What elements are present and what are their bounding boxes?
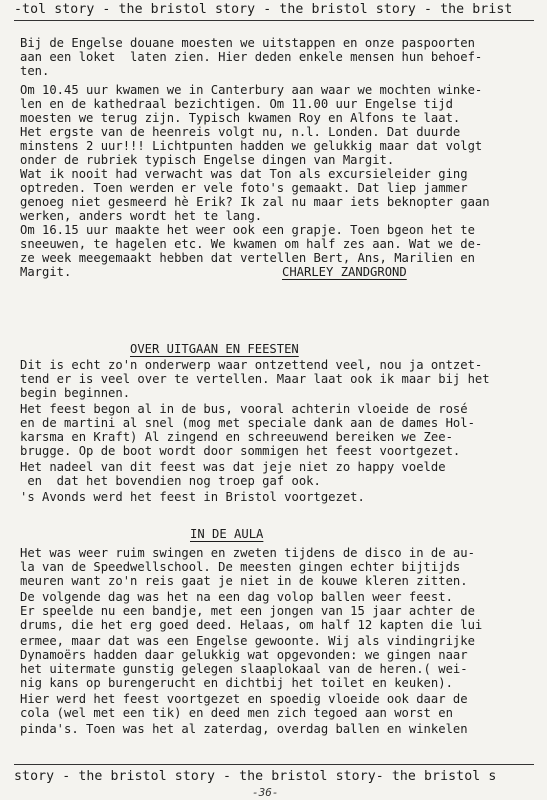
text-line: drums, die het erg goed deed. Helaas, om half 12 kapten die lui bbox=[20, 618, 483, 632]
text-line: cola (wel met een tik) en deed men zich tegoed aan worst en bbox=[20, 706, 453, 720]
text-line: meuren want zo'n reis gaat je niet in de kouwe kleren zitten. bbox=[20, 574, 468, 588]
text-line: Er speelde nu een bandje, met een jongen van 15 jaar achter de bbox=[20, 604, 475, 618]
text-line: aan een loket laten zien. Hier deden enkele mensen hun behoef- bbox=[20, 50, 483, 64]
text-line: De volgende dag was het na een dag volop ballen weer feest. bbox=[20, 590, 453, 604]
text-line: Het ergste van de heenreis volgt nu, n.l. Londen. Dat duurde bbox=[20, 125, 461, 139]
text-line: ten. bbox=[20, 64, 50, 78]
text-line: begin beginnen. bbox=[20, 386, 131, 400]
text-line: nig kans op burengerucht en dichtbij het toilet en keuken). bbox=[20, 676, 453, 690]
text-line: Dynamoërs hadden daar gelukkig wat opgevonden: we gingen naar bbox=[20, 648, 468, 662]
text-line: tend er is veel over te vertellen. Maar laat ook ik maar bij het bbox=[20, 372, 490, 386]
text-line: onder de rubriek typisch Engelse dingen van Margit. bbox=[20, 153, 395, 167]
text-line: 's Avonds werd het feest in Bristol voortgezet. bbox=[20, 490, 365, 504]
text-line: het uitermate gunstig gelegen slaaplokaal van de heren.( wei- bbox=[20, 662, 468, 676]
text-line: len en de kathedraal bezichtigen. Om 11.00 uur Engelse tijd bbox=[20, 97, 453, 111]
running-header: -tol story - the bristol story - the bristol story - the brist bbox=[14, 2, 513, 17]
text-line: Het nadeel van dit feest was dat jeje niet zo happy voelde bbox=[20, 460, 446, 474]
text-line: Dit is echt zo'n onderwerp waar ontzettend veel, nou ja ontzet- bbox=[20, 358, 483, 372]
text-line: Bij de Engelse douane moesten we uitstappen en onze paspoorten bbox=[20, 36, 475, 50]
text-line: pinda's. Toen was het al zaterdag, overdag ballen en winkelen bbox=[20, 722, 468, 736]
text-line: brugge. Op de boot wordt door sommigen het feest voortgezet. bbox=[20, 444, 461, 458]
section-heading: IN DE AULA bbox=[190, 527, 264, 541]
author-signature: CHARLEY ZANDGROND bbox=[282, 265, 407, 279]
text-line: la van de Speedwellschool. De meesten gingen echter bijtijds bbox=[20, 560, 461, 574]
text-line: optreden. Toen werden er vele foto's gemaakt. Dat liep jammer bbox=[20, 181, 468, 195]
text-line: ze week meegemaakt hebben dat vertellen Bert, Ans, Marilien en bbox=[20, 251, 475, 265]
text-line: werken, anders wordt het te lang. bbox=[20, 209, 263, 223]
header-rule bbox=[14, 20, 534, 21]
text-line: Het was weer ruim swingen en zweten tijdens de disco in de au- bbox=[20, 546, 475, 560]
page-number: -36- bbox=[252, 786, 279, 799]
running-footer: story - the bristol story - the bristol story- the bristol s bbox=[14, 769, 497, 784]
text-line: Om 16.15 uur maakte het weer ook een grapje. Toen bgeon het te bbox=[20, 223, 475, 237]
text-line: sneeuwen, te hagelen etc. We kwamen om half zes aan. Wat we de- bbox=[20, 237, 483, 251]
text-line: en dat het bovendien nog troep gaf ook. bbox=[20, 474, 321, 488]
text-line: Het feest begon al in de bus, vooral achterin vloeide de rosé bbox=[20, 402, 468, 416]
text-line: Wat ik nooit had verwacht was dat Ton als excursieleider ging bbox=[20, 167, 468, 181]
text-line: ermee, maar dat was een Engelse gewoonte. Wij als vindingrijke bbox=[20, 634, 475, 648]
text-line: moesten we terug zijn. Typisch kwamen Roy en Alfons te laat. bbox=[20, 111, 461, 125]
text-line: Margit. bbox=[20, 265, 72, 279]
text-line: karsma en Kraft) Al zingend en schreeuwend bereiken we Zee- bbox=[20, 430, 453, 444]
section-heading: OVER UITGAAN EN FEESTEN bbox=[130, 342, 299, 356]
footer-rule bbox=[14, 764, 534, 765]
text-line: Om 10.45 uur kwamen we in Canterbury aan waar we mochten winke- bbox=[20, 83, 483, 97]
text-line: minstens 2 uur!!! Lichtpunten hadden we gelukkig maar dat volgt bbox=[20, 139, 483, 153]
text-line: genoeg niet gesmeerd hè Erik? Ik zal nu maar iets beknopter gaan bbox=[20, 195, 490, 209]
text-line: Hier werd het feest voortgezet en spoedig vloeide ook daar de bbox=[20, 692, 468, 706]
text-line: en de martini al snel (mog met speciale dank aan de dames Hol- bbox=[20, 416, 475, 430]
